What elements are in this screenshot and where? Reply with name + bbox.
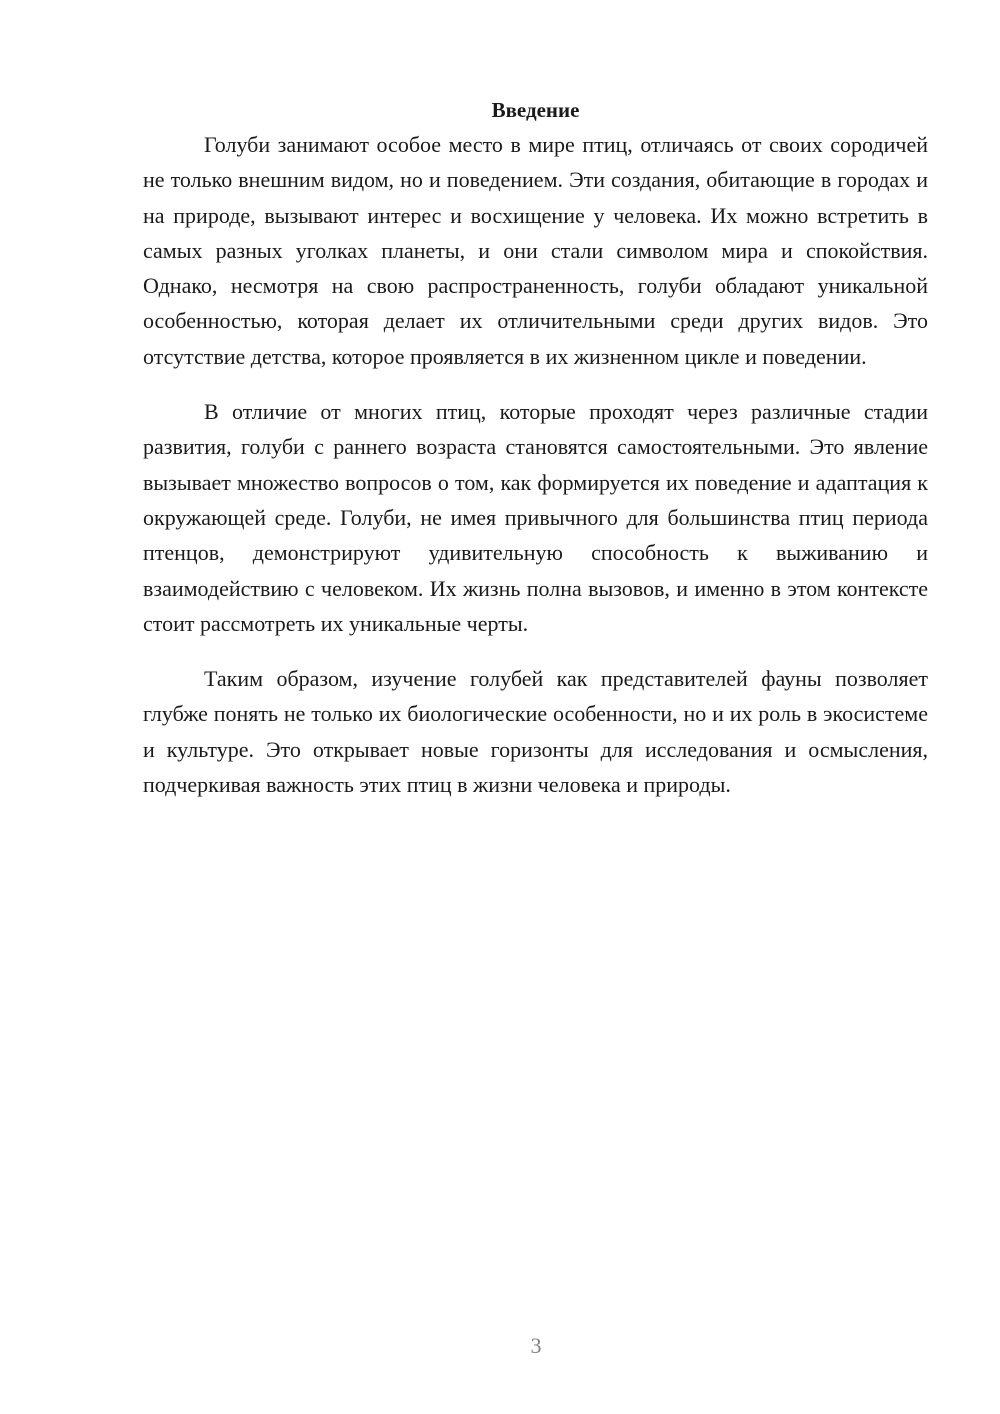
paragraph-1: Голуби занимают особое место в мире птиц, отличаясь от своих сородичей не только внешним видом, но и поведением. Эти создания, обитающие в городах и на природе, вызывают интерес и восхищение у человека. Их можно встретить в самых разных уголках планеты, и они стали символом мира и спокойствия. Однако, несмотря на свою распространенность, голуби обладают уникальной особенностью, которая делает их отличительными среди других видов. Это отсутствие детства, которое проявляется в их жизненном цикле и поведении.	[143, 132, 928, 369]
page-number: 3	[530, 1333, 542, 1358]
page-content	[143, 93, 928, 802]
paragraph-2: В отличие от многих птиц, которые проходят через различные стадии развития, голуби с раннего возраста становятся самостоятельными. Это явление вызывает множество вопросов о том, как формируется их поведение и адаптация к окружающей среде. Голуби, не имея привычного для большинства птиц периода птенцов, демонстрируют удивительную способность к выживанию и взаимодействию с человеком. Их жизнь полна вызовов, и именно в этом контексте стоит рассмотреть их уникальные черты.	[143, 399, 928, 636]
paragraph-3: Таким образом, изучение голубей как представителей фауны позволяет глубже понять не только их биологические особенности, но и их роль в экосистеме и культуре. Это открывает новые горизонты для исследования и осмысления, подчеркивая важность этих птиц в жизни человека и природы.	[143, 666, 928, 798]
section-heading: Введение	[491, 98, 580, 122]
